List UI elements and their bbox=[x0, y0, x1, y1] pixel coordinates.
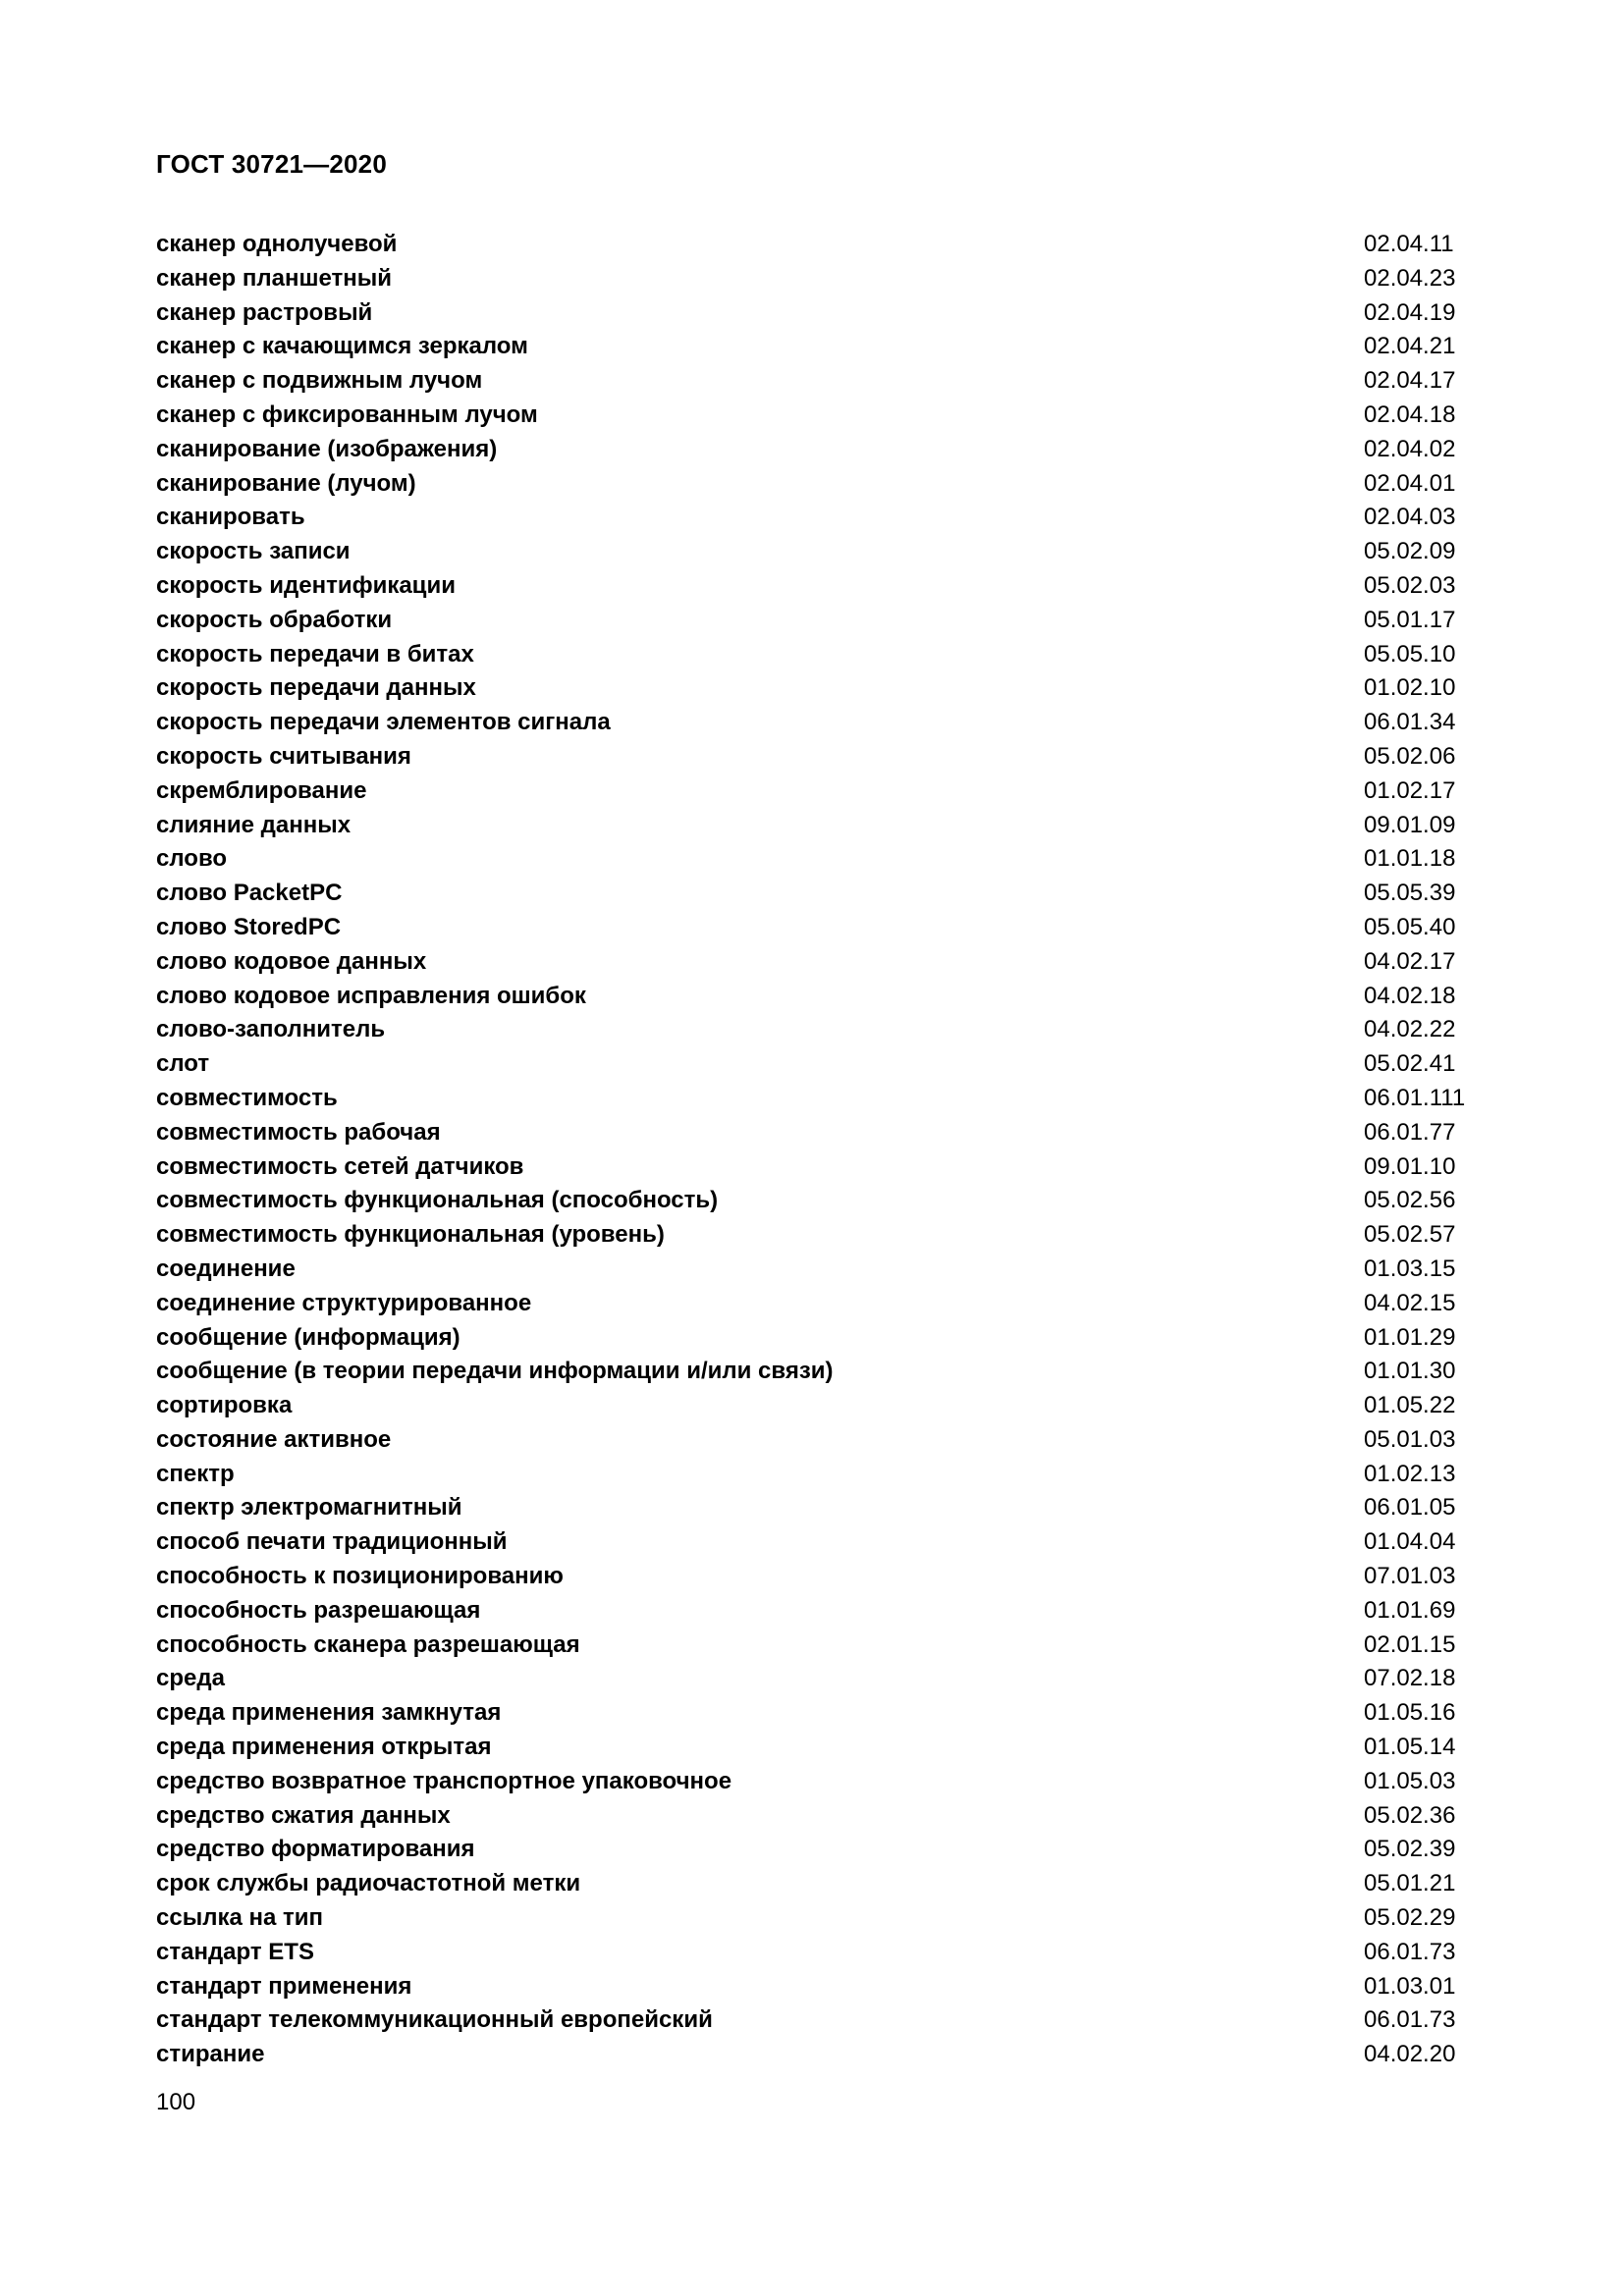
index-term: спектр электромагнитный bbox=[156, 1494, 462, 1522]
index-code: 05.01.21 bbox=[1364, 1870, 1456, 1897]
index-term: сообщение (в теории передачи информации и/или связи) bbox=[156, 1358, 834, 1385]
index-code: 05.05.39 bbox=[1364, 880, 1456, 907]
index-code: 01.01.18 bbox=[1364, 845, 1456, 873]
index-code: 06.01.34 bbox=[1364, 709, 1456, 736]
index-entry bbox=[156, 911, 1472, 945]
index-term: способность разрешающая bbox=[156, 1596, 481, 1624]
index-term: скорость записи bbox=[156, 538, 351, 565]
index-entry bbox=[156, 1218, 1472, 1253]
index-term: сканирование (изображения) bbox=[156, 435, 498, 462]
page-number: 100 bbox=[156, 2089, 196, 2115]
index-code: 02.04.18 bbox=[1364, 400, 1456, 428]
index-term: ссылка на тип bbox=[156, 1904, 323, 1932]
index-entry bbox=[156, 1936, 1472, 1970]
index-code: 02.04.19 bbox=[1364, 298, 1456, 326]
index-entry bbox=[156, 501, 1472, 535]
index-code: 01.02.17 bbox=[1364, 776, 1456, 804]
index-entry bbox=[156, 740, 1472, 774]
index-term: средство возвратное транспортное упаковочное bbox=[156, 1767, 732, 1794]
index-term: совместимость функциональная (уровень) bbox=[156, 1221, 665, 1249]
document-header: ГОСТ 30721—2020 bbox=[156, 149, 387, 179]
index-entry bbox=[156, 330, 1472, 364]
index-entry bbox=[156, 671, 1472, 706]
index-code: 04.02.22 bbox=[1364, 1016, 1456, 1043]
index-entry bbox=[156, 1253, 1472, 1287]
index-code: 06.01.111 bbox=[1364, 1084, 1466, 1111]
index-term: среда bbox=[156, 1665, 225, 1692]
index-code: 01.01.69 bbox=[1364, 1596, 1456, 1624]
index-term: скремблирование bbox=[156, 776, 367, 804]
index-term: стандарт телекоммуникационный европейский bbox=[156, 2006, 713, 2034]
index-entry bbox=[156, 1047, 1472, 1082]
index-term: сканер с фиксированным лучом bbox=[156, 400, 538, 428]
index-term: слово bbox=[156, 845, 228, 873]
index-list bbox=[156, 228, 1472, 2072]
index-code: 02.04.21 bbox=[1364, 333, 1456, 360]
index-term: слово кодовое данных bbox=[156, 947, 427, 975]
index-code: 04.02.18 bbox=[1364, 982, 1456, 1009]
index-code: 01.05.03 bbox=[1364, 1767, 1456, 1794]
index-entry bbox=[156, 535, 1472, 569]
index-term: скорость передачи данных bbox=[156, 674, 476, 702]
index-entry bbox=[156, 1867, 1472, 1901]
index-term: слово-заполнитель bbox=[156, 1016, 386, 1043]
index-entry bbox=[156, 2003, 1472, 2038]
index-code: 07.01.03 bbox=[1364, 1563, 1456, 1590]
index-entry bbox=[156, 1970, 1472, 2004]
index-entry bbox=[156, 1560, 1472, 1594]
index-term: сканер с качающимся зеркалом bbox=[156, 333, 528, 360]
index-entry bbox=[156, 262, 1472, 296]
index-code: 02.04.23 bbox=[1364, 264, 1456, 292]
index-entry bbox=[156, 1458, 1472, 1492]
index-term: сканер однолучевой bbox=[156, 231, 398, 257]
index-entry bbox=[156, 1696, 1472, 1731]
index-code: 06.01.05 bbox=[1364, 1494, 1456, 1522]
index-term: средство сжатия данных bbox=[156, 1801, 451, 1829]
index-term: соединение структурированное bbox=[156, 1289, 532, 1316]
index-term: сканер планшетный bbox=[156, 264, 392, 292]
index-code: 01.03.15 bbox=[1364, 1255, 1456, 1282]
index-entry bbox=[156, 364, 1472, 399]
index-term: сканировать bbox=[156, 504, 305, 531]
index-term: стандарт ETS bbox=[156, 1938, 314, 1965]
index-code: 05.01.03 bbox=[1364, 1425, 1456, 1453]
index-term: сортировка bbox=[156, 1392, 293, 1419]
index-entry bbox=[156, 1184, 1472, 1218]
index-entry bbox=[156, 1423, 1472, 1458]
index-code: 01.05.16 bbox=[1364, 1699, 1456, 1727]
index-term: совместимость сетей датчиков bbox=[156, 1152, 524, 1180]
index-code: 02.04.02 bbox=[1364, 435, 1456, 462]
index-entry bbox=[156, 945, 1472, 980]
index-entry bbox=[156, 467, 1472, 502]
index-entry bbox=[156, 842, 1472, 877]
index-entry bbox=[156, 1833, 1472, 1867]
index-term: сообщение (информация) bbox=[156, 1323, 460, 1351]
index-entry bbox=[156, 296, 1472, 331]
index-entry bbox=[156, 1594, 1472, 1629]
index-term: слово кодовое исправления ошибок bbox=[156, 982, 586, 1009]
index-term: скорость передачи в битах bbox=[156, 640, 474, 667]
index-term: способность к позиционированию bbox=[156, 1563, 564, 1590]
index-code: 06.01.77 bbox=[1364, 1118, 1456, 1146]
index-term: совместимость bbox=[156, 1084, 338, 1111]
index-term: способность сканера разрешающая bbox=[156, 1630, 580, 1658]
index-code: 04.02.17 bbox=[1364, 947, 1456, 975]
index-term: слот bbox=[156, 1050, 210, 1078]
index-term: совместимость функциональная (способность) bbox=[156, 1187, 719, 1214]
index-term: сканер с подвижным лучом bbox=[156, 367, 483, 395]
index-entry bbox=[156, 1082, 1472, 1116]
index-code: 01.03.01 bbox=[1364, 1972, 1456, 2000]
index-code: 02.04.17 bbox=[1364, 367, 1456, 395]
index-entry bbox=[156, 980, 1472, 1014]
index-code: 09.01.09 bbox=[1364, 811, 1456, 838]
index-code: 01.04.04 bbox=[1364, 1528, 1456, 1556]
index-code: 05.02.03 bbox=[1364, 571, 1456, 599]
index-code: 07.02.18 bbox=[1364, 1665, 1456, 1692]
index-term: среда применения замкнутая bbox=[156, 1699, 502, 1727]
index-code: 06.01.73 bbox=[1364, 2006, 1456, 2034]
index-code: 05.02.29 bbox=[1364, 1904, 1456, 1932]
index-code: 04.02.15 bbox=[1364, 1289, 1456, 1316]
index-code: 01.02.10 bbox=[1364, 674, 1456, 702]
index-entry bbox=[156, 2038, 1472, 2072]
index-entry bbox=[156, 706, 1472, 740]
index-entry bbox=[156, 877, 1472, 911]
index-term: состояние активное bbox=[156, 1425, 392, 1453]
index-term: совместимость рабочая bbox=[156, 1118, 441, 1146]
index-term: сканер растровый bbox=[156, 298, 373, 326]
index-entry bbox=[156, 1662, 1472, 1696]
index-entry bbox=[156, 1491, 1472, 1525]
index-code: 02.04.11 bbox=[1364, 231, 1454, 257]
index-term: стандарт применения bbox=[156, 1972, 412, 2000]
index-term: спектр bbox=[156, 1460, 235, 1487]
index-entry bbox=[156, 638, 1472, 672]
index-code: 05.02.39 bbox=[1364, 1836, 1456, 1863]
index-entry bbox=[156, 1525, 1472, 1560]
index-term: скорость идентификации bbox=[156, 571, 456, 599]
index-code: 09.01.10 bbox=[1364, 1152, 1456, 1180]
index-entry bbox=[156, 1116, 1472, 1150]
index-entry bbox=[156, 1799, 1472, 1834]
index-term: срок службы радиочастотной метки bbox=[156, 1870, 581, 1897]
index-code: 05.05.40 bbox=[1364, 913, 1456, 940]
index-code: 01.01.29 bbox=[1364, 1323, 1456, 1351]
index-code: 02.04.03 bbox=[1364, 504, 1456, 531]
index-term: слово StoredPC bbox=[156, 913, 342, 940]
index-entry bbox=[156, 809, 1472, 843]
index-term: скорость обработки bbox=[156, 606, 393, 633]
index-code: 05.02.56 bbox=[1364, 1187, 1456, 1214]
index-code: 02.04.01 bbox=[1364, 469, 1456, 497]
index-entry bbox=[156, 1321, 1472, 1356]
index-entry bbox=[156, 399, 1472, 433]
index-term: слово PacketPC bbox=[156, 880, 343, 907]
index-term: среда применения открытая bbox=[156, 1734, 492, 1761]
index-term: способ печати традиционный bbox=[156, 1528, 508, 1556]
index-code: 06.01.73 bbox=[1364, 1938, 1456, 1965]
index-entry bbox=[156, 1287, 1472, 1321]
index-entry bbox=[156, 1731, 1472, 1765]
index-term: сканирование (лучом) bbox=[156, 469, 416, 497]
index-entry bbox=[156, 1389, 1472, 1423]
index-term: средство форматирования bbox=[156, 1836, 475, 1863]
index-code: 01.01.30 bbox=[1364, 1358, 1456, 1385]
index-entry bbox=[156, 1901, 1472, 1936]
index-entry bbox=[156, 569, 1472, 604]
index-code: 02.01.15 bbox=[1364, 1630, 1456, 1658]
index-term: соединение bbox=[156, 1255, 296, 1282]
index-entry bbox=[156, 774, 1472, 809]
index-entry bbox=[156, 1150, 1472, 1185]
index-code: 05.02.57 bbox=[1364, 1221, 1456, 1249]
index-code: 05.02.36 bbox=[1364, 1801, 1456, 1829]
index-term: скорость передачи элементов сигнала bbox=[156, 709, 611, 736]
index-code: 05.05.10 bbox=[1364, 640, 1456, 667]
index-entry bbox=[156, 433, 1472, 467]
index-code: 04.02.20 bbox=[1364, 2041, 1456, 2068]
index-code: 05.02.09 bbox=[1364, 538, 1456, 565]
index-code: 01.05.14 bbox=[1364, 1734, 1456, 1761]
index-code: 01.02.13 bbox=[1364, 1460, 1456, 1487]
index-entry bbox=[156, 1629, 1472, 1663]
index-code: 05.01.17 bbox=[1364, 606, 1456, 633]
index-entry bbox=[156, 228, 1472, 262]
index-term: стирание bbox=[156, 2041, 265, 2068]
index-code: 05.02.06 bbox=[1364, 742, 1456, 770]
index-code: 01.05.22 bbox=[1364, 1392, 1456, 1419]
index-entry bbox=[156, 1355, 1472, 1389]
index-entry bbox=[156, 604, 1472, 638]
index-entry bbox=[156, 1013, 1472, 1047]
index-term: слияние данных bbox=[156, 811, 352, 838]
index-entry bbox=[156, 1765, 1472, 1799]
index-code: 05.02.41 bbox=[1364, 1050, 1456, 1078]
index-term: скорость считывания bbox=[156, 742, 411, 770]
